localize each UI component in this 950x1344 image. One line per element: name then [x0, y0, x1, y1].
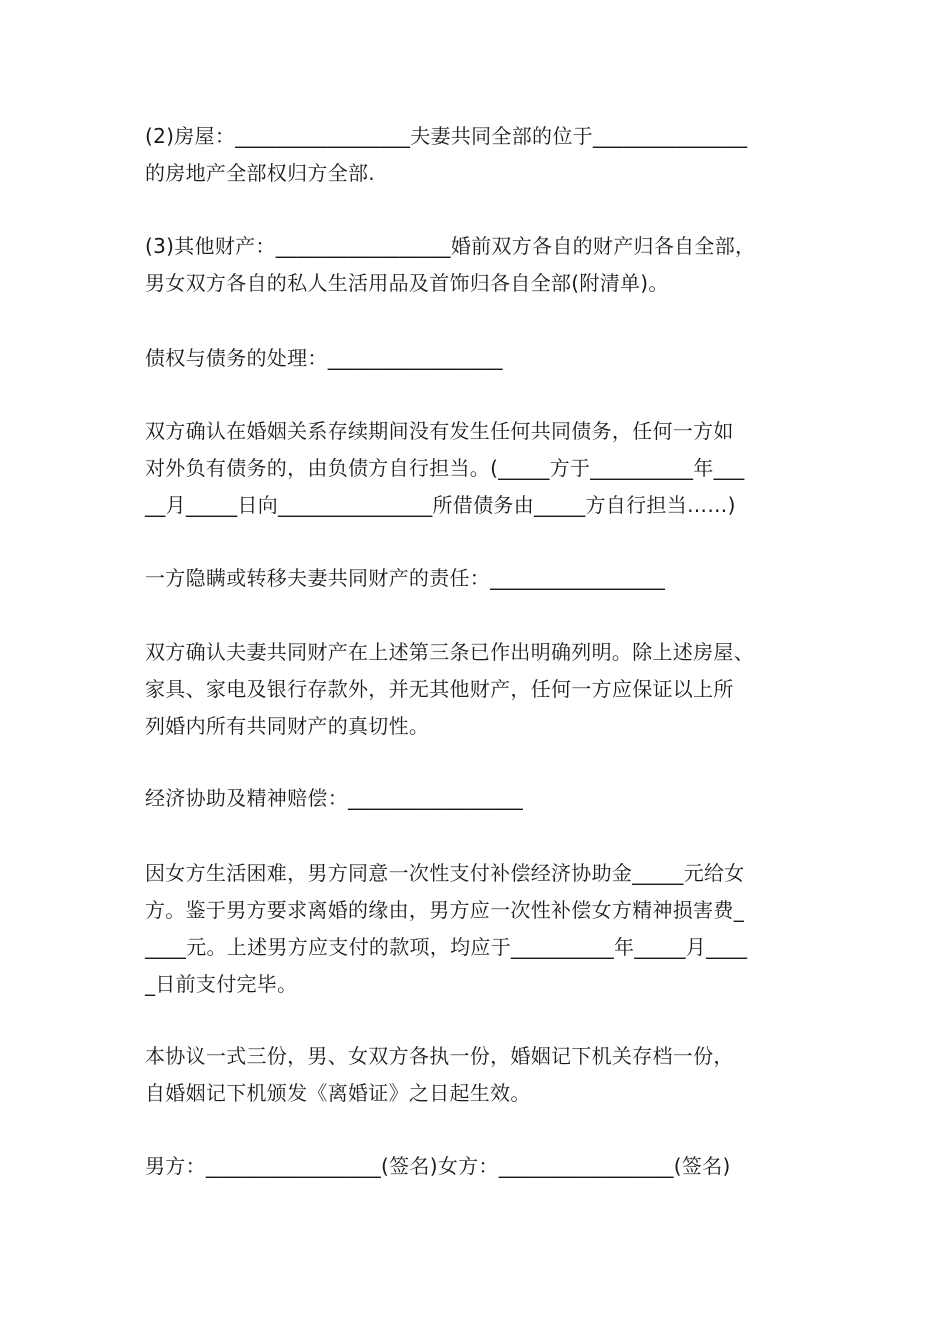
- text-line: __月_____日向_______________所借债务由_____方自行担当……): [145, 493, 736, 517]
- text-line: 家具、家电及银行存款外，并无其他财产，任何一方应保证以上所: [145, 677, 734, 701]
- text-line: ____元。上述男方应支付的款项，均应于__________年_____月____: [145, 935, 748, 959]
- text-line: 双方确认在婚姻关系存续期间没有发生任何共同债务，任何一方如: [145, 419, 734, 443]
- text-line: 男女双方各自的私人生活用品及首饰归各自全部(附清单)。: [145, 271, 669, 295]
- debt-clause: [145, 413, 820, 524]
- text-line: 的房地产全部权归方全部.: [145, 161, 375, 185]
- text-line: 双方确认夫妻共同财产在上述第三条已作出明确列明。除上述房屋、: [145, 640, 754, 664]
- house-clause: [145, 118, 820, 192]
- text-line: _日前支付完毕。: [145, 972, 298, 996]
- concealment-clause: [145, 634, 820, 745]
- debt-heading: [145, 340, 820, 377]
- text-line: 一方隐瞒或转移夫妻共同财产的责任：_________________: [145, 566, 666, 590]
- text-line: 经济协助及精神赔偿：_________________: [145, 786, 524, 810]
- text-line: 列婚内所有共同财产的真切性。: [145, 714, 430, 738]
- text-line: 债权与债务的处理：_________________: [145, 346, 503, 370]
- text-line: 因女方生活困难，男方同意一次性支付补偿经济协助金_____元给女: [145, 861, 745, 885]
- text-line: 对外负有债务的，由负债方自行担当。(_____方于__________年___: [145, 456, 745, 480]
- text-line: 方。鉴于男方要求离婚的缘由，男方应一次性补偿女方精神损害费_: [145, 898, 744, 922]
- compensation-clause: [145, 855, 820, 1003]
- copies-clause: [145, 1038, 820, 1112]
- text-line: (3)其他财产：_________________婚前双方各自的财产归各自全部，: [145, 234, 756, 258]
- other-property-clause: [145, 228, 820, 302]
- compensation-heading: [145, 780, 820, 817]
- signature-line: [145, 1148, 820, 1185]
- text-line: 自婚姻记下机颁发《离婚证》之日起生效。: [145, 1081, 531, 1105]
- concealment-heading: [145, 560, 820, 597]
- text-line: 男方：_________________(签名)女方：_________________(签名): [145, 1154, 731, 1178]
- text-line: (2)房屋：_________________夫妻共同全部的位于_______________: [145, 124, 748, 148]
- text-line: 本协议一式三份，男、女双方各执一份，婚姻记下机关存档一份，: [145, 1044, 734, 1068]
